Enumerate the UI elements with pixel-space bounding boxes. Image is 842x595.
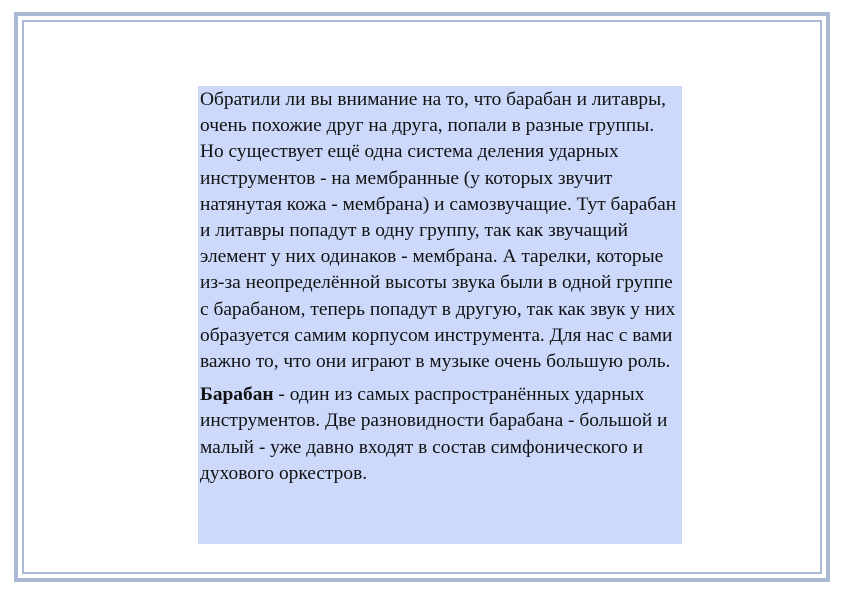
drum-term: Барабан (200, 384, 274, 406)
drum-description: - один из самых распространённых ударных инструментов. Две разновидности барабана - большой и малый - уже давно входят в состав симфонического и духового оркестров. (200, 384, 668, 484)
paragraph-drum-definition (200, 382, 680, 487)
paragraph-percussion-groups: Обратили ли вы внимание на то, что барабан и литавры, очень похожие друг на друга, попали в разные группы. Но существует ещё одна система деления ударных инструментов - на мембранные (у которых звучит натянутая кожа - мембрана) и самозвучащие. Тут барабан и литавры попадут в одну группу, так как звучащий элемент у них одинаков - мембрана. А тарелки, которые из-за неопределённой высоты звука были в одной группе с барабаном, теперь попадут в другую, так как звук у них образуется самим корпусом инструмента. Для нас с вами важно то, что они играют в музыке очень большую роль. (200, 89, 677, 373)
highlighted-text-block (198, 86, 682, 544)
